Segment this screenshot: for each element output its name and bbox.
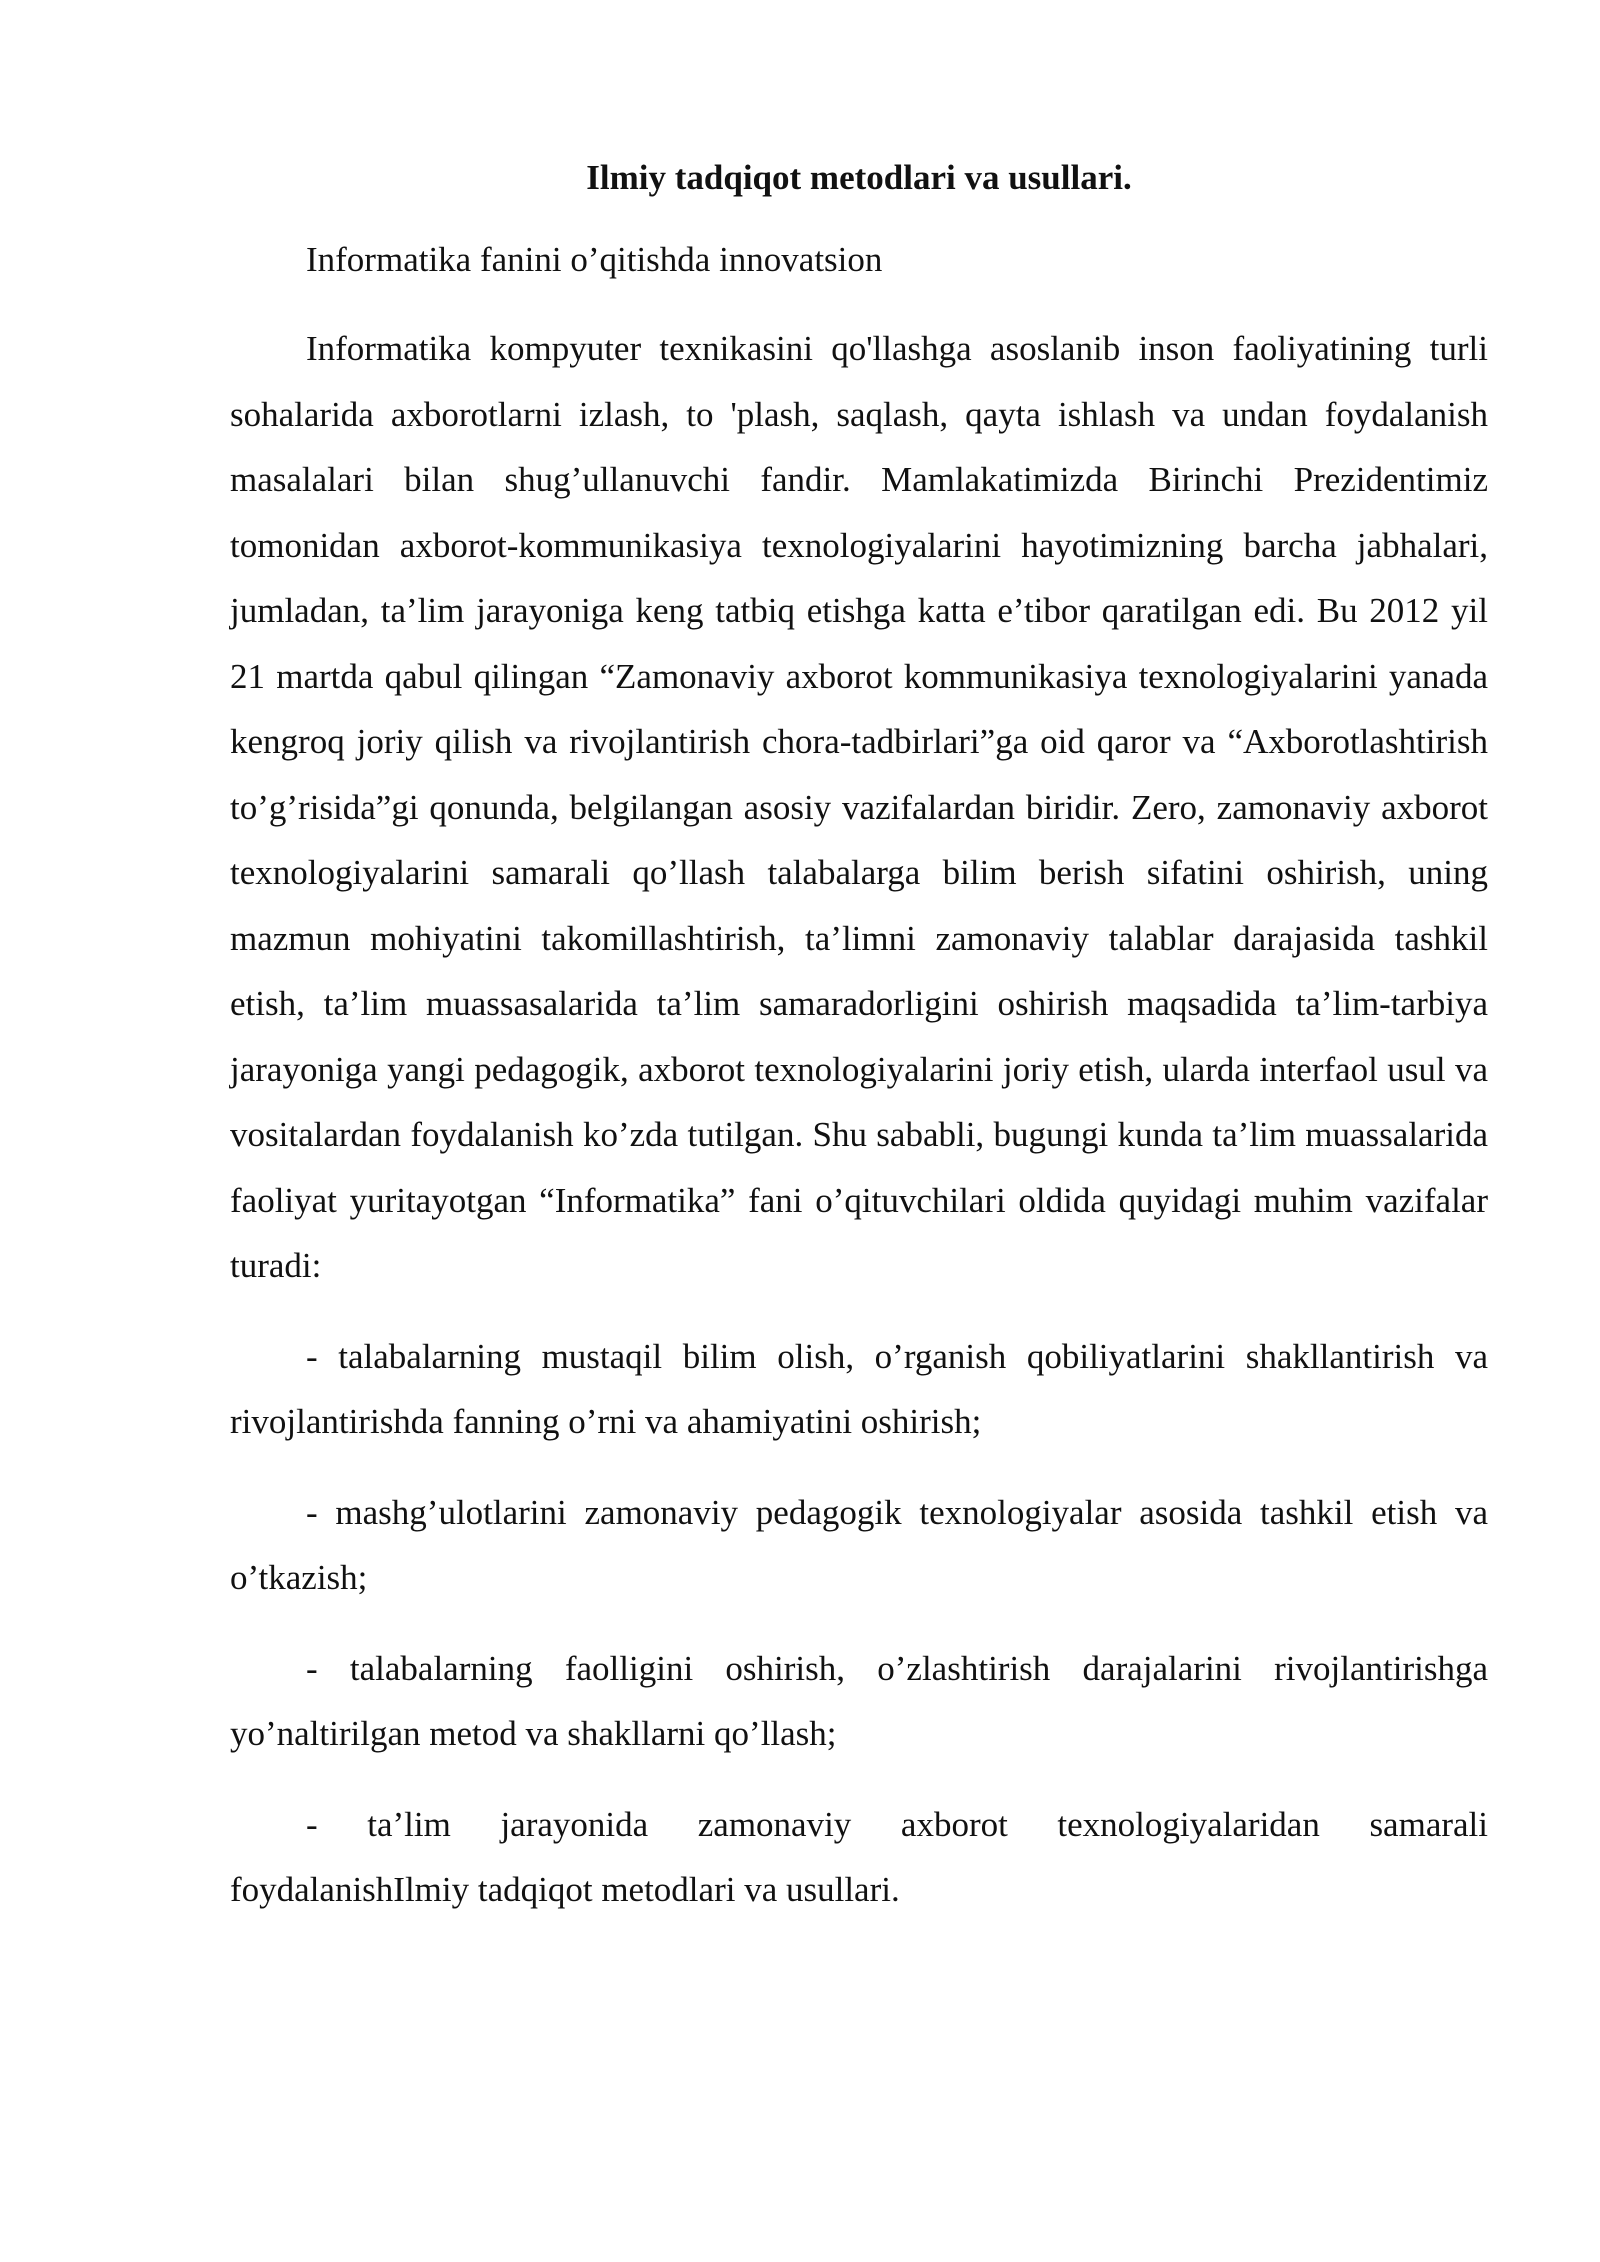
document-page xyxy=(230,150,1488,1948)
document-subtitle: Informatika fanini o’qitishda innovatsion xyxy=(306,240,883,279)
document-title: Ilmiy tadqiqot metodlari va usullari. xyxy=(586,158,1132,197)
list-item-task-3: - talabalarning faolligini oshirish, o’zlashtirish darajalarini rivojlantirishga yo’naltirilgan metod va shakllarni qo’llash; xyxy=(230,1648,1488,1753)
list-item-task-1: - talabalarning mustaqil bilim olish, o’rganish qobiliyatlarini shakllantirish va rivojlantirishda fanning o’rni va ahamiyatini oshirish; xyxy=(230,1336,1488,1441)
list-item-task-4: - ta’lim jarayonida zamonaviy axborot texnologiyalaridan samarali foydalanishIlmiy tadqiqot metodlari va usullari. xyxy=(230,1804,1488,1909)
list-item-task-2: - mashg’ulotlarini zamonaviy pedagogik texnologiyalar asosida tashkil etish va o’tkazish; xyxy=(230,1492,1488,1597)
paragraph-intro: Informatika kompyuter texnikasini qo'llashga asoslanib inson faoliyatining turli sohalarida axborotlarni izlash, to 'plash, saqlash, qayta ishlash va undan foydalanish masalalari bilan shug’ullanuvchi fandir. Mamlakatimizda Birinchi Prezidentimiz tomonidan axborot-kommunikasiya texnologiyalarini hayotimizning barcha jabhalari, jumladan, ta’lim jarayoniga keng tatbiq etishga katta e’tibor qaratilgan edi. Bu 2012 yil 21 martda qabul qilingan “Zamonaviy axborot kommunikasiya texnologiyalarini yanada kengroq joriy qilish va rivojlantirish chora-tadbirlari”ga oid qaror va “Axborotlashtirish to’g’risida”gi qonunda, belgilangan asosiy vazifalardan biridir. Zero, zamonaviy axborot texnologiyalarini samarali qo’llash talabalarga bilim berish sifatini oshirish, uning mazmun mohiyatini takomillashtirish, ta’limni zamonaviy talablar darajasida tashkil etish, ta’lim muassasalarida ta’lim samaradorligini oshirish maqsadida ta’lim-tarbiya jarayoniga yangi pedagogik, axborot texnologiyalarini joriy etish, ularda interfaol usul va vositalardan foydalanish ko’zda tutilgan. Shu sababli, bugungi kunda ta’lim muassalarida faoliyat yuritayotgan “Informatika” fani o’qituvchilari oldida quyidagi muhim vazifalar turadi: xyxy=(230,329,1488,1285)
